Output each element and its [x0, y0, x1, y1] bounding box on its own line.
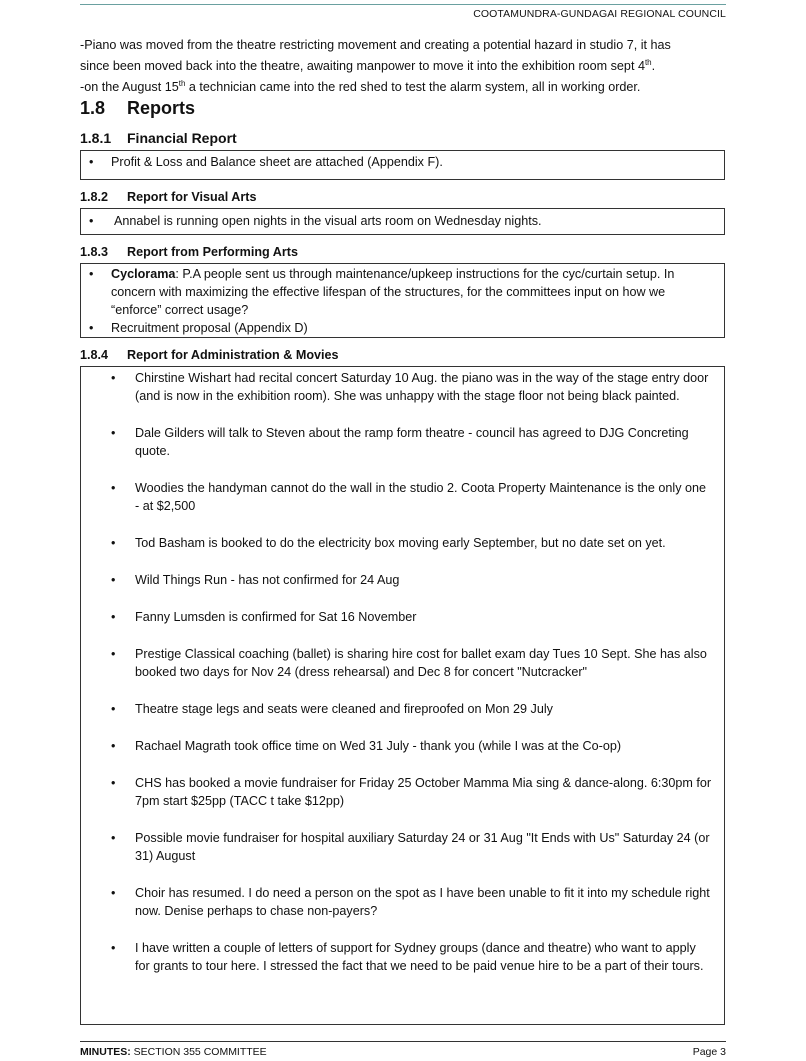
subsection-number: 1.8.2: [80, 190, 109, 204]
subsection-number: 1.8.3: [80, 245, 109, 259]
list-item: • Rachael Magrath took office time on Wed 31 July - thank you (while I was at the Co-op): [111, 739, 622, 753]
list-item: • Prestige Classical coaching (ballet) is sharing hire cost for ballet exam day Tues 10 Sept. She has also booked two days for Nov 24 (dress rehearsal) and Dec 8 for concert "Nutcracker": [111, 647, 707, 679]
subsection-title: Report for Administration & Movies: [127, 348, 339, 362]
intro-notes: [80, 36, 730, 96]
list-item: • Theatre stage legs and seats were cleaned and fireproofed on Mon 29 July: [111, 702, 553, 716]
footer-label: MINUTES:: [80, 1046, 131, 1058]
cyclorama-label: Cyclorama: [111, 267, 176, 281]
list-item: • Cyclorama: P.A people sent us through maintenance/upkeep instructions for the cyc/curtain setup. In concern with maximizing the effective lifespan of the structures, for the committees input on how we “enforce” correct usage?: [89, 267, 675, 317]
list-item: • Chirstine Wishart had recital concert Saturday 10 Aug. the piano was in the way of the stage entry door (and is now in the exhibition room). She was unhappy with the stage floor not being black painted.: [111, 371, 709, 403]
performing-arts-box: [80, 263, 725, 338]
subsection-title: Report for Visual Arts: [127, 190, 257, 204]
bullet-icon: •: [111, 536, 116, 550]
intro-line-1: -Piano was moved from the theatre restricting movement and creating a potential hazard in studio 7, it has: [80, 38, 671, 52]
bullet-icon: •: [111, 776, 116, 790]
bullet-icon: •: [89, 214, 94, 228]
subsection-number: 1.8.1: [80, 130, 112, 146]
section-number: 1.8: [80, 98, 106, 118]
bullet-icon: •: [111, 831, 116, 845]
bullet-icon: •: [111, 426, 116, 440]
bullet-icon: •: [111, 573, 116, 587]
bullet-icon: •: [111, 371, 116, 385]
reports-heading: [80, 98, 195, 119]
financial-report-heading: [80, 130, 237, 146]
list-item: • I have written a couple of letters of support for Sydney groups (dance and theatre) who want to apply for grants to tour here. I stressed the fact that we need to be paid venue hire to be a part of their tours.: [111, 941, 704, 973]
section-title: Reports: [127, 98, 196, 118]
list-item: • Woodies the handyman cannot do the wall in the studio 2. Coota Property Maintenance is the only one - at $2,500: [111, 481, 707, 513]
footer-rule: [80, 1041, 726, 1042]
bullet-icon: •: [111, 481, 116, 495]
council-name-header: COOTAMUNDRA-GUNDAGAI REGIONAL COUNCIL: [473, 8, 726, 20]
bullet-icon: •: [111, 647, 116, 661]
subsection-title: Financial Report: [127, 130, 237, 146]
footer-document-title: MINUTES: SECTION 355 COMMITTEE: [80, 1046, 267, 1058]
bullet-icon: •: [89, 321, 94, 335]
list-item: • Fanny Lumsden is confirmed for Sat 16 November: [111, 610, 417, 624]
list-item: • CHS has booked a movie fundraiser for Friday 25 October Mamma Mia sing & dance-along. 6:30pm for 7pm start $25pp (TACC t take $12pp): [111, 776, 712, 808]
visual-arts-heading: [80, 190, 256, 204]
administration-movies-box: [80, 366, 725, 1025]
subsection-number: 1.8.4: [80, 348, 109, 362]
list-item: • Tod Basham is booked to do the electricity box moving early September, but no date set on yet.: [111, 536, 666, 550]
bullet-icon: •: [89, 267, 94, 281]
list-item: • Profit & Loss and Balance sheet are attached (Appendix F).: [89, 155, 443, 169]
intro-line-2: since been moved back into the theatre, awaiting manpower to move it into the exhibition room sept 4th.: [80, 58, 656, 74]
page-number: Page 3: [692, 1046, 726, 1058]
bullet-icon: •: [111, 739, 116, 753]
visual-arts-box: [80, 208, 725, 235]
financial-report-box: [80, 150, 725, 180]
bullet-icon: •: [89, 155, 94, 169]
bullet-icon: •: [111, 702, 116, 716]
header-rule: [80, 4, 726, 5]
list-item: • Annabel is running open nights in the visual arts room on Wednesday nights.: [89, 214, 542, 228]
bullet-icon: •: [111, 610, 116, 624]
list-item: • Wild Things Run - has not confirmed for 24 Aug: [111, 573, 400, 587]
bullet-icon: •: [111, 941, 116, 955]
administration-movies-heading: [80, 348, 339, 362]
list-item: • Possible movie fundraiser for hospital auxiliary Saturday 24 or 31 Aug "It Ends with Us" Saturday 24 (or 31) August: [111, 831, 710, 863]
bullet-icon: •: [111, 886, 116, 900]
subsection-title: Report from Performing Arts: [127, 245, 298, 259]
list-item: • Recruitment proposal (Appendix D): [89, 321, 308, 335]
list-item: • Choir has resumed. I do need a person on the spot as I have been unable to fit it into my schedule right now. Denise perhaps to chase non-payers?: [111, 886, 710, 918]
performing-arts-heading: [80, 245, 298, 259]
list-item: • Dale Gilders will talk to Steven about the ramp form theatre - council has agreed to DJG Concreting quote.: [111, 426, 689, 458]
intro-line-3: -on the August 15th a technician came into the red shed to test the alarm system, all in working order.: [80, 79, 641, 95]
